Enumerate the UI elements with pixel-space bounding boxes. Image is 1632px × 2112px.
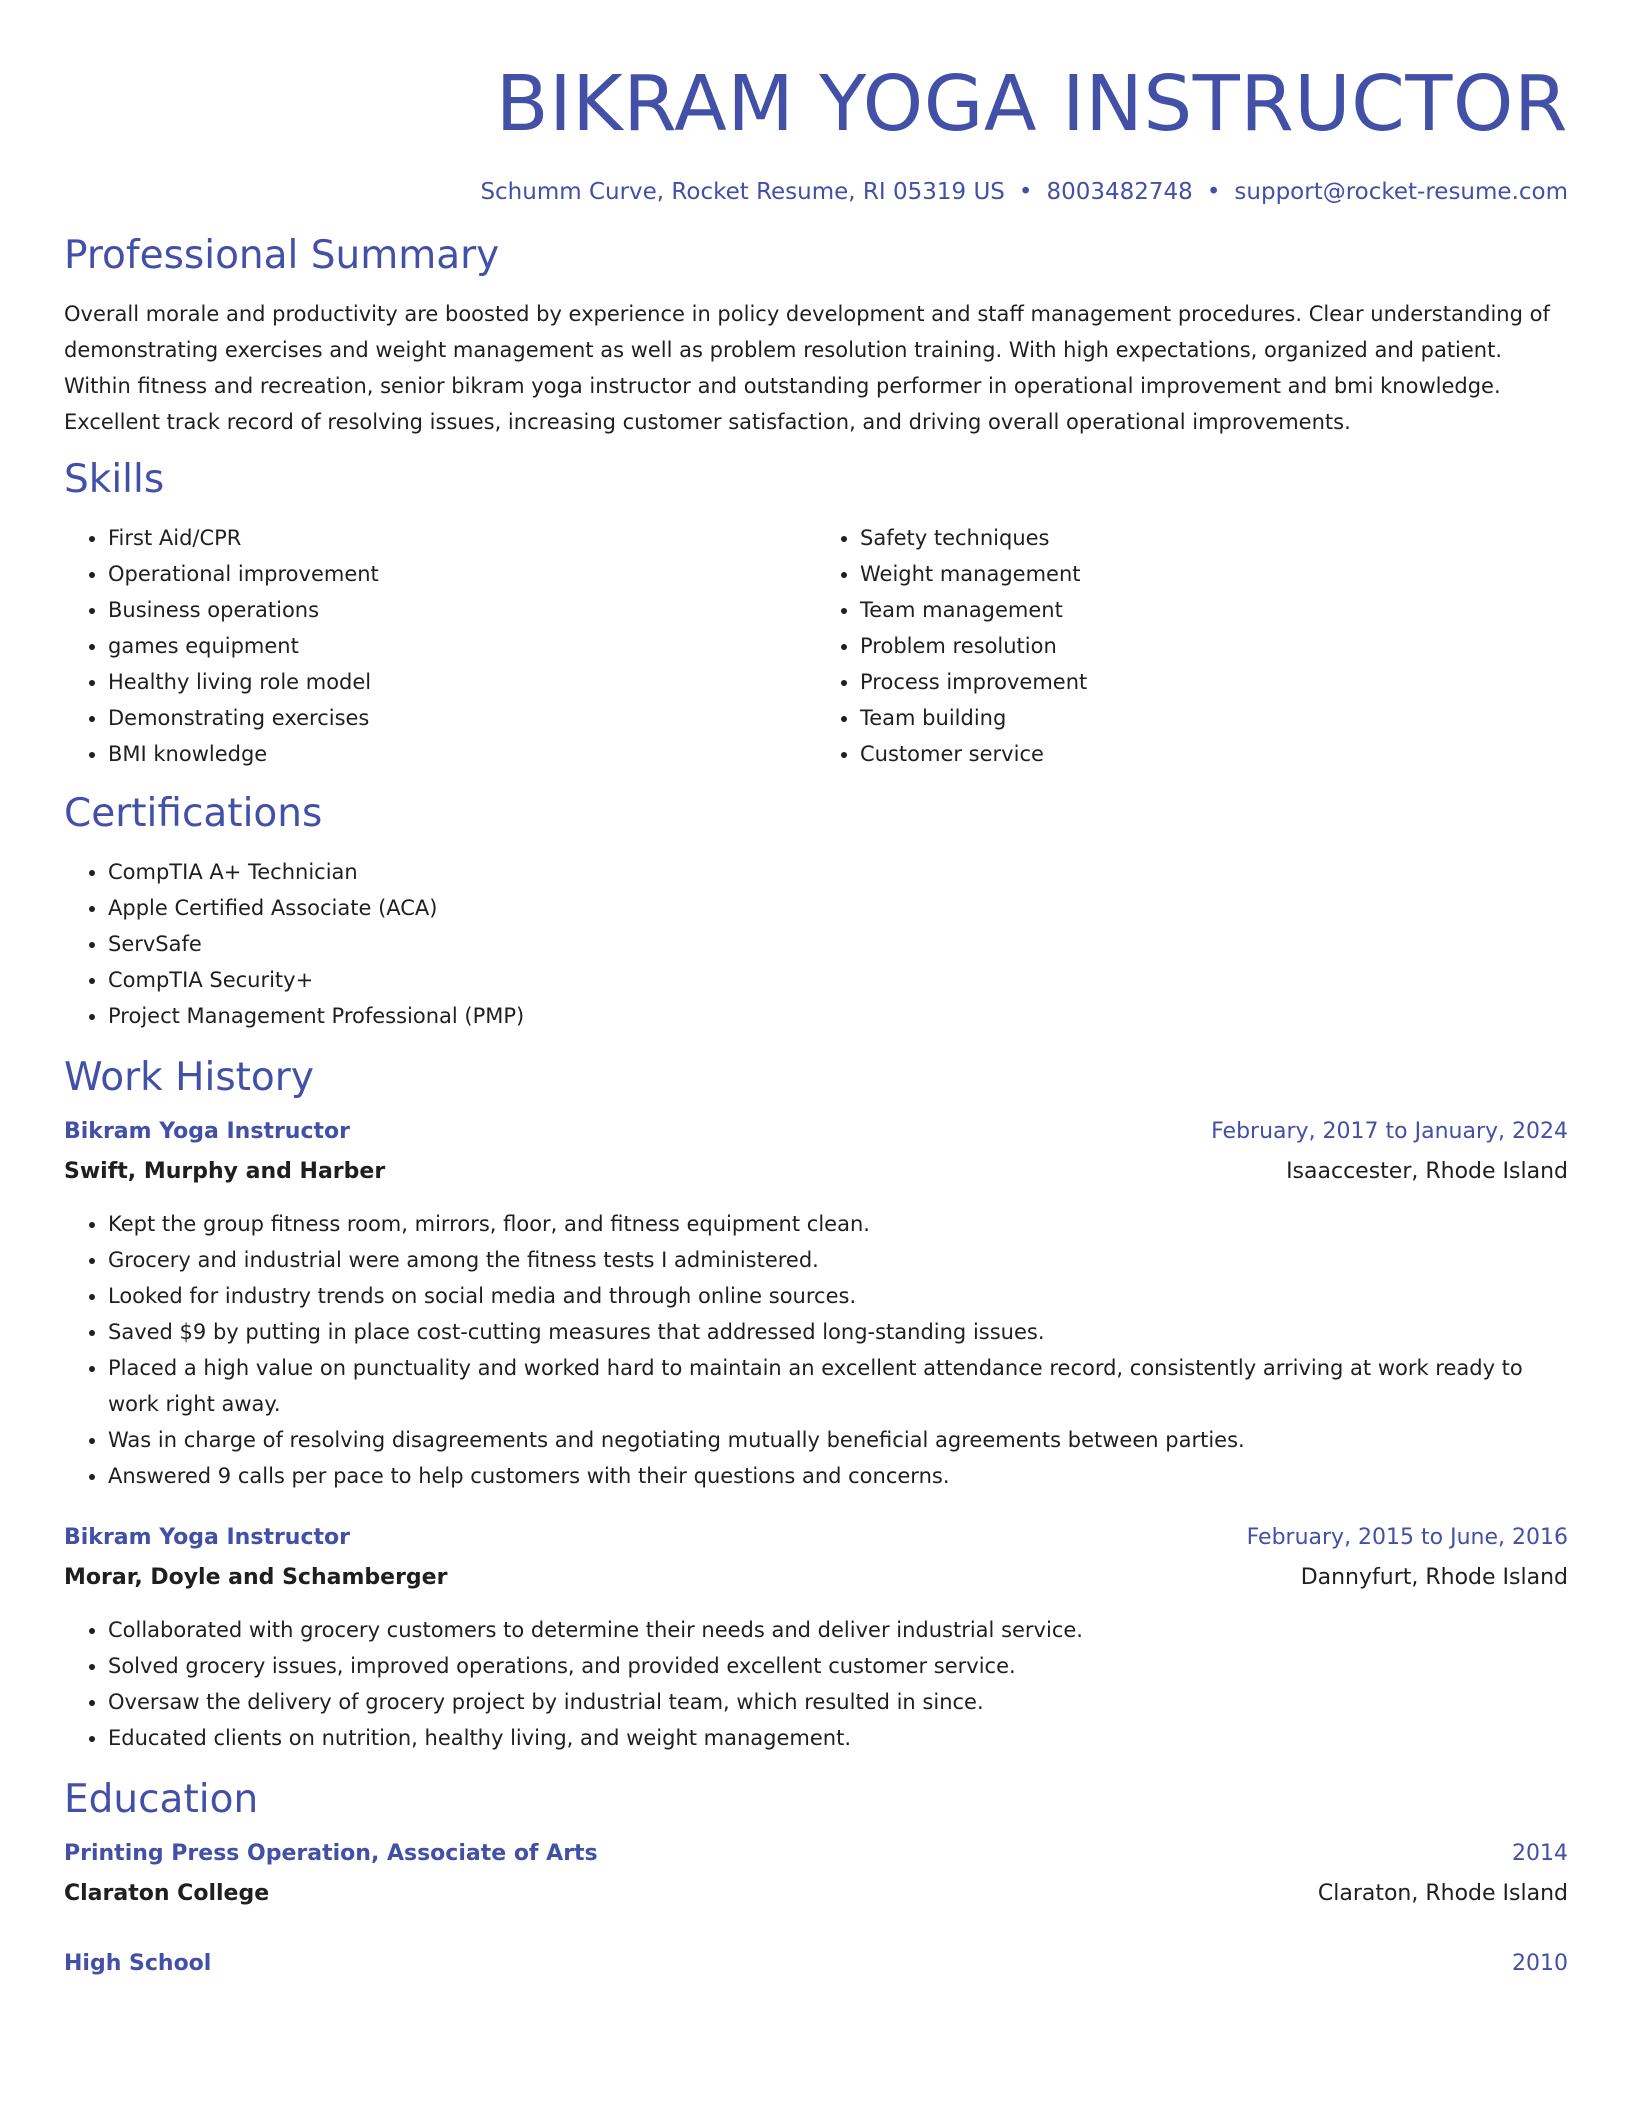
skill-item: • Demonstrating exercises (108, 700, 816, 736)
job-title: Bikram Yoga Instructor (64, 1119, 350, 1144)
certifications-section (64, 788, 1568, 1034)
education-year: 2010 (1512, 1951, 1568, 1976)
job-company-row (64, 1558, 1568, 1598)
job-location: Dannyfurt, Rhode Island (1300, 1565, 1568, 1590)
education-location: Claraton, Rhode Island (1317, 1881, 1568, 1906)
work-history-section (64, 1052, 1568, 1756)
skill-item: • BMI knowledge (108, 736, 816, 772)
education-degree-row (64, 1834, 1568, 1874)
job-duty: • Placed a high value on punctuality and worked hard to maintain an excellent attendance record, consistently arriving at work ready to work right away. (108, 1350, 1568, 1422)
education-degree-row (64, 1944, 1568, 1984)
contact-phone: 8003482748 (1046, 179, 1193, 205)
skills-list-left (64, 520, 816, 772)
education-school-row (64, 1874, 1568, 1914)
job-duty: • Answered 9 calls per pace to help customers with their questions and concerns. (108, 1458, 1568, 1494)
job-duty: • Looked for industry trends on social media and through online sources. (108, 1278, 1568, 1314)
certifications-list (64, 854, 1568, 1034)
professional-summary-section (64, 230, 1568, 440)
section-title-skills: Skills (64, 457, 165, 502)
skill-item: • Safety techniques (860, 520, 1568, 556)
skill-item: • First Aid/CPR (108, 520, 816, 556)
job-duty: • Was in charge of resolving disagreements and negotiating mutually beneficial agreements between parties. (108, 1422, 1568, 1458)
summary-text: Overall morale and productivity are boosted by experience in policy development and staff management procedures. Clear understanding of demonstrating exercises and weight management as well as problem resolution training. With high expectations, organized and patient. Within fitness and recreation, senior bikram yoga instructor and outstanding performer in operational improvement and bmi knowledge. Excellent track record of resolving issues, increasing customer satisfaction, and driving overall operational improvements. (64, 302, 1550, 434)
job-title: Bikram Yoga Instructor (64, 1525, 350, 1550)
job-duty: • Grocery and industrial were among the fitness tests I administered. (108, 1242, 1568, 1278)
education-section (64, 1774, 1568, 1984)
job-company-row (64, 1152, 1568, 1192)
education-entry (64, 1834, 1568, 1914)
skill-item: • Customer service (860, 736, 1568, 772)
certification-item: • Project Management Professional (PMP) (108, 998, 1568, 1034)
certification-item: • CompTIA A+ Technician (108, 854, 1568, 890)
section-title-summary: Professional Summary (64, 233, 500, 278)
job-company: Swift, Murphy and Harber (64, 1159, 386, 1184)
skill-item: • Problem resolution (860, 628, 1568, 664)
section-title-work-history: Work History (64, 1055, 314, 1100)
job-entry (64, 1112, 1568, 1494)
job-duty: • Solved grocery issues, improved operations, and provided excellent customer service. (108, 1648, 1568, 1684)
education-degree: Printing Press Operation, Associate of Arts (64, 1841, 598, 1866)
job-dates: February, 2017 to January, 2024 (1211, 1119, 1568, 1144)
contact-line (64, 176, 1568, 208)
contact-separator: • (1018, 179, 1033, 205)
certification-item: • CompTIA Security+ (108, 962, 1568, 998)
skill-item: • Healthy living role model (108, 664, 816, 700)
skill-item: • Team building (860, 700, 1568, 736)
contact-separator: • (1206, 179, 1221, 205)
certification-item: • ServSafe (108, 926, 1568, 962)
skill-item: • games equipment (108, 628, 816, 664)
job-title-row (64, 1112, 1568, 1152)
job-duties-list (64, 1612, 1568, 1756)
education-year: 2014 (1512, 1841, 1568, 1866)
education-entry (64, 1944, 1568, 1984)
skill-item: • Operational improvement (108, 556, 816, 592)
job-duty: • Oversaw the delivery of grocery project by industrial team, which resulted in since. (108, 1684, 1568, 1720)
resume-header (64, 50, 1568, 208)
contact-address: Schumm Curve, Rocket Resume, RI 05319 US (480, 179, 1005, 205)
skill-item: • Team management (860, 592, 1568, 628)
contact-email: support@rocket-resume.com (1234, 179, 1568, 205)
section-title-certifications: Certifications (64, 791, 323, 836)
section-title-education: Education (64, 1777, 259, 1822)
job-dates: February, 2015 to June, 2016 (1246, 1525, 1568, 1550)
job-duty: • Educated clients on nutrition, healthy living, and weight management. (108, 1720, 1568, 1756)
skill-item: • Weight management (860, 556, 1568, 592)
skills-list-right (816, 520, 1568, 772)
job-company: Morar, Doyle and Schamberger (64, 1565, 448, 1590)
job-duty: • Saved $9 by putting in place cost-cutting measures that addressed long-standing issues. (108, 1314, 1568, 1350)
candidate-name: BIKRAM YOGA INSTRUCTOR (495, 60, 1568, 149)
job-title-row (64, 1518, 1568, 1558)
skills-grid (64, 520, 1568, 772)
job-duty: • Collaborated with grocery customers to determine their needs and deliver industrial service. (108, 1612, 1568, 1648)
certification-item: • Apple Certified Associate (ACA) (108, 890, 1568, 926)
skill-item: • Business operations (108, 592, 816, 628)
education-degree: High School (64, 1951, 212, 1976)
job-location: Isaaccester, Rhode Island (1286, 1159, 1568, 1184)
skills-section (64, 454, 1568, 772)
job-duty: • Kept the group fitness room, mirrors, floor, and fitness equipment clean. (108, 1206, 1568, 1242)
education-school: Claraton College (64, 1881, 270, 1906)
skill-item: • Process improvement (860, 664, 1568, 700)
job-entry (64, 1518, 1568, 1756)
job-duties-list (64, 1206, 1568, 1494)
